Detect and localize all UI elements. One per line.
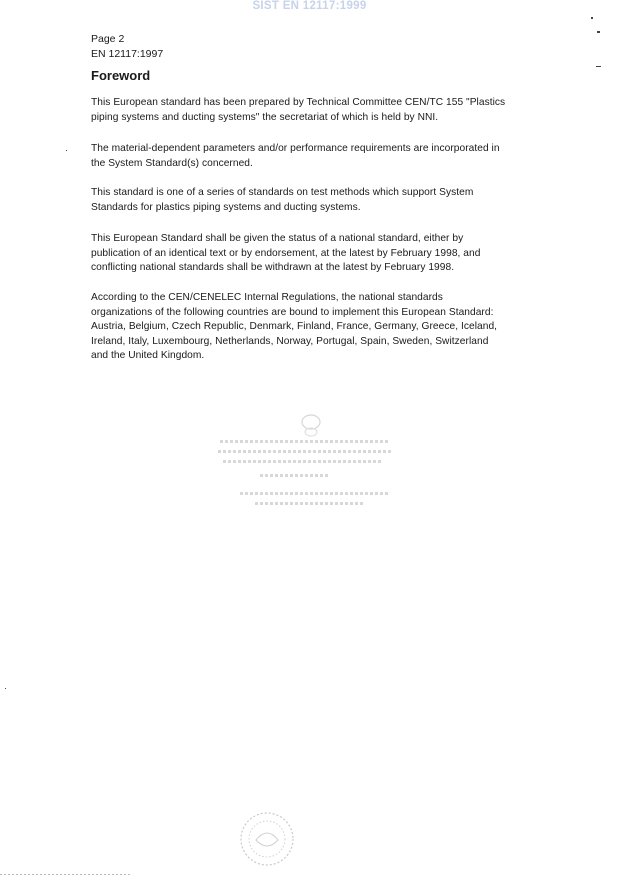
paragraph-line: This standard is one of a series of standards on test methods which support System: [91, 187, 474, 198]
document-watermark: SIST EN 12117:1999: [252, 0, 367, 12]
paragraph-line: According to the CEN/CENELEC Internal Regulations, the national standards: [91, 292, 443, 303]
standard-number: EN 12117:1997: [91, 48, 164, 60]
scan-speck: [596, 66, 601, 67]
scan-edge-rule: [0, 874, 130, 875]
paragraph-line: Ireland, Italy, Luxembourg, Netherlands, Norway, Portugal, Spain, Sweden, Switzerland: [91, 335, 489, 347]
paragraph-line: publication of an identical text or by endorsement, at the latest by February 1998, and: [91, 247, 481, 259]
paragraph-line: conflicting national standards shall be withdrawn at the latest by February 1998.: [91, 262, 455, 273]
scan-speck: [591, 17, 593, 19]
paragraph-3: [91, 186, 531, 215]
paragraph-line: the System Standard(s) concerned.: [91, 157, 253, 169]
paragraph-line: This European Standard shall be given the status of a national standard, either by: [91, 233, 464, 244]
scan-speck: [5, 688, 6, 689]
faded-library-stamp: [215, 408, 395, 518]
scan-speck: [66, 150, 67, 151]
seal-graphic: [238, 810, 296, 868]
page-header: [91, 32, 163, 62]
page-number: Page 2: [91, 33, 125, 45]
section-title: Foreword: [91, 68, 151, 83]
paragraph-line: organizations of the following countries are bound to implement this European Standard:: [91, 306, 494, 318]
paragraph-line: Austria, Belgium, Czech Republic, Denmark, Finland, France, Germany, Greece, Iceland,: [91, 321, 498, 332]
paragraph-4: [91, 232, 531, 276]
paragraph-1: [91, 96, 531, 125]
seal-emblem: [238, 810, 296, 868]
paragraph-line: and the United Kingdom.: [91, 350, 205, 361]
paragraph-line: The material-dependent parameters and/or performance requirements are incorporated in: [91, 143, 500, 154]
paragraph-line: piping systems and ducting systems" the secretariat of which is held by NNI.: [91, 111, 439, 123]
paragraph-line: Standards for plastics piping systems and ducting systems.: [91, 201, 361, 213]
paragraph-2: [91, 142, 531, 171]
paragraph-line: This European standard has been prepared by Technical Committee CEN/TC 155 "Plastics: [91, 97, 506, 108]
paragraph-5: [91, 291, 531, 364]
scan-speck: [597, 31, 600, 33]
